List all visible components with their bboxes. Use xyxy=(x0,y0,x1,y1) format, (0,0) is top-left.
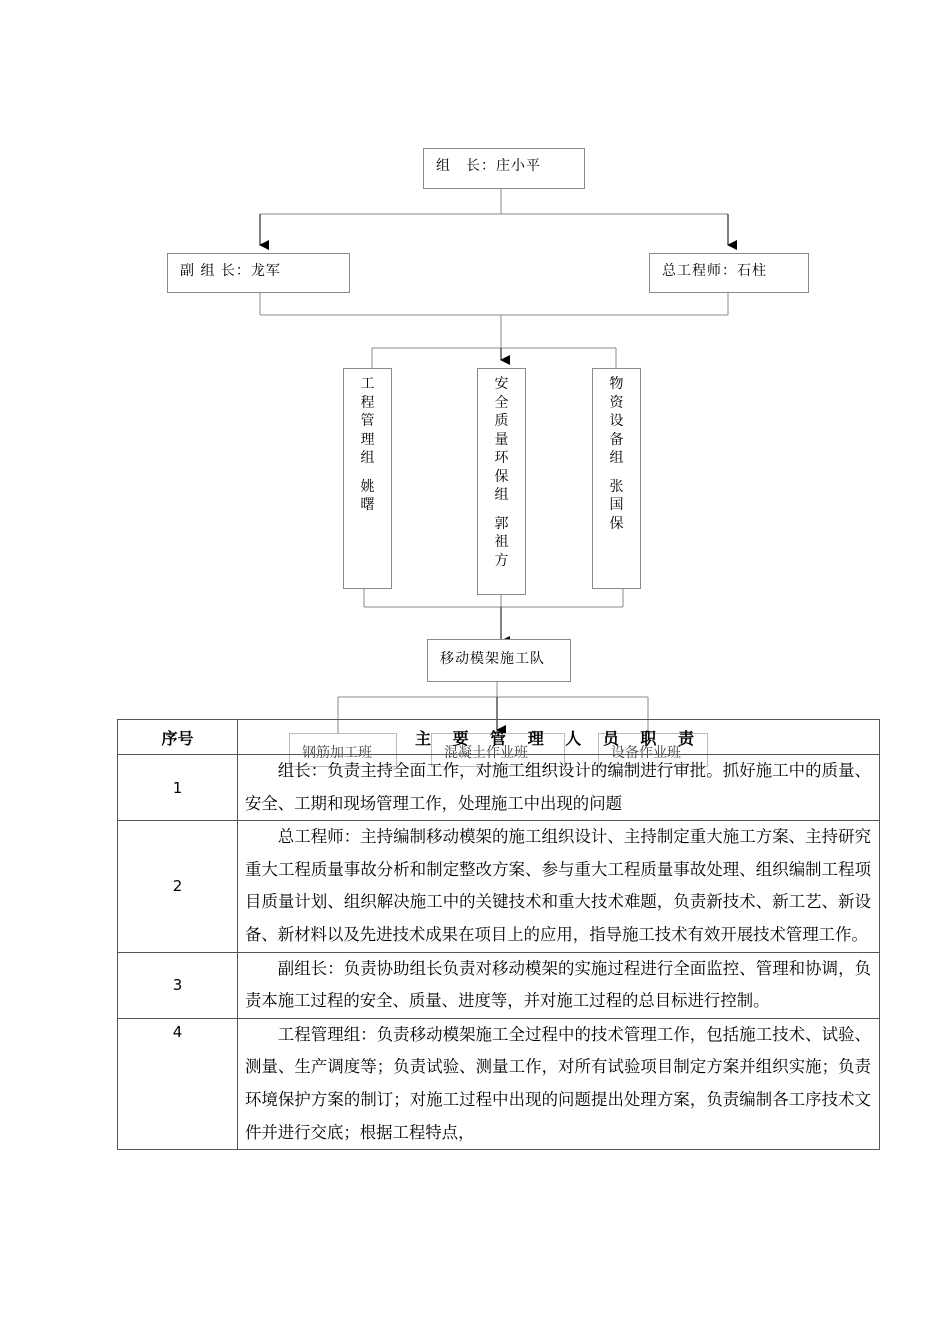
group-person: 张国保 xyxy=(609,478,624,532)
team-label: 移动模架施工队 xyxy=(440,651,545,667)
column-header-number: 序号 xyxy=(118,720,238,755)
leader-box xyxy=(423,148,585,189)
group-name: 工程管理组 xyxy=(360,376,375,466)
group-box-materials xyxy=(592,368,641,589)
row-duty: 副组长：负责协助组长负责对移动模架的实施过程进行全面监控、管理和协调，负责本施工过程的安全、质量、进度等，并对施工过程的总目标进行控制。 xyxy=(238,952,880,1018)
chief-engineer-box xyxy=(649,253,809,293)
column-header-duties: 主 要 管 理 人 员 职 责 xyxy=(238,720,880,755)
chief-engineer-label: 总工程师：石柱 xyxy=(662,263,767,279)
crew-label: 钢筋加工班 xyxy=(302,745,372,761)
deputy-box xyxy=(167,253,350,293)
group-person: 姚曙 xyxy=(360,478,375,513)
table-row xyxy=(118,821,880,952)
crew-label: 设备作业班 xyxy=(611,745,681,761)
responsibilities-table xyxy=(117,719,880,1150)
table-row xyxy=(118,755,880,821)
row-number: 2 xyxy=(118,821,238,952)
group-person: 郭祖方 xyxy=(494,515,509,569)
table-row xyxy=(118,952,880,1018)
table-header-row xyxy=(118,720,880,755)
row-duty: 总工程师：主持编制移动模架的施工组织设计、主持制定重大施工方案、主持研究重大工程质量事故分析和制定整改方案、参与重大工程质量事故处理、组织编制工程项目质量计划、组织解决施工中的关键技术和重大技术难题，负责新技术、新工艺、新设备、新材料以及先进技术成果在项目上的应用，指导施工技术有效开展技术管理工作。 xyxy=(238,821,880,952)
table-row xyxy=(118,1018,880,1149)
group-name: 物资设备组 xyxy=(609,376,624,466)
group-box-safety xyxy=(477,368,526,595)
row-number: 4 xyxy=(118,1018,238,1149)
team-box xyxy=(427,639,571,682)
group-box-engineering xyxy=(343,368,392,589)
row-duty: 工程管理组：负责移动模架施工全过程中的技术管理工作，包括施工技术、试验、测量、生产调度等；负责试验、测量工作，对所有试验项目制定方案并组织实施；负责环境保护方案的制订；对施工过程中出现的问题提出处理方案，负责编制各工序技术文件并进行交底；根据工程特点， xyxy=(238,1018,880,1149)
row-duty: 组长：负责主持全面工作，对施工组织设计的编制进行审批。抓好施工中的质量、安全、工期和现场管理工作，处理施工中出现的问题 xyxy=(238,755,880,821)
group-name: 安全质量环保组 xyxy=(494,376,509,503)
row-number: 3 xyxy=(118,952,238,1018)
deputy-label: 副 组 长：龙军 xyxy=(180,263,281,279)
row-number: 1 xyxy=(118,755,238,821)
leader-label: 组 长：庄小平 xyxy=(436,158,541,174)
crew-label: 混凝土作业班 xyxy=(444,745,528,761)
